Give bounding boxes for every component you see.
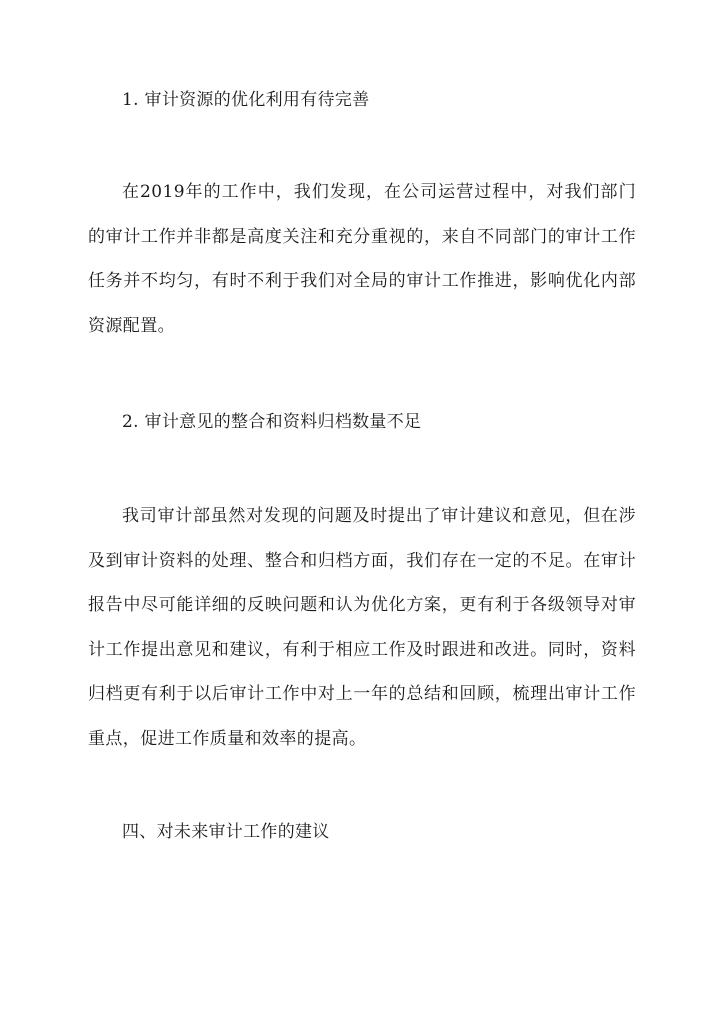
paragraph-1: 在2019年的工作中，我们发现，在公司运营过程中，对我们部门的审计工作并非都是高度关注和充分重视的，来自不同部门的审计工作任务并不均匀，有时不利于我们对全局的审计工作推进，影响优化内部资源配置。 bbox=[88, 182, 636, 336]
paragraph-2: 我司审计部虽然对发现的问题及时提出了审计建议和意见，但在涉及到审计资料的处理、整合和归档方面，我们存在一定的不足。在审计报告中尽可能详细的反映问题和认为优化方案，更有利于各级领导对审计工作提出意见和建议，有利于相应工作及时跟进和改进。同时，资料归档更有利于以后审计工作中对上一年的总结和回顾，梳理出审计工作重点，促进工作质量和效率的提高。 bbox=[88, 506, 636, 749]
section-heading-2: 2. 审计意见的整合和资料归档数量不足 bbox=[122, 412, 422, 432]
section-heading-3: 四、对未来审计工作的建议 bbox=[122, 822, 330, 842]
section-heading-1: 1. 审计资源的优化利用有待完善 bbox=[122, 90, 370, 110]
